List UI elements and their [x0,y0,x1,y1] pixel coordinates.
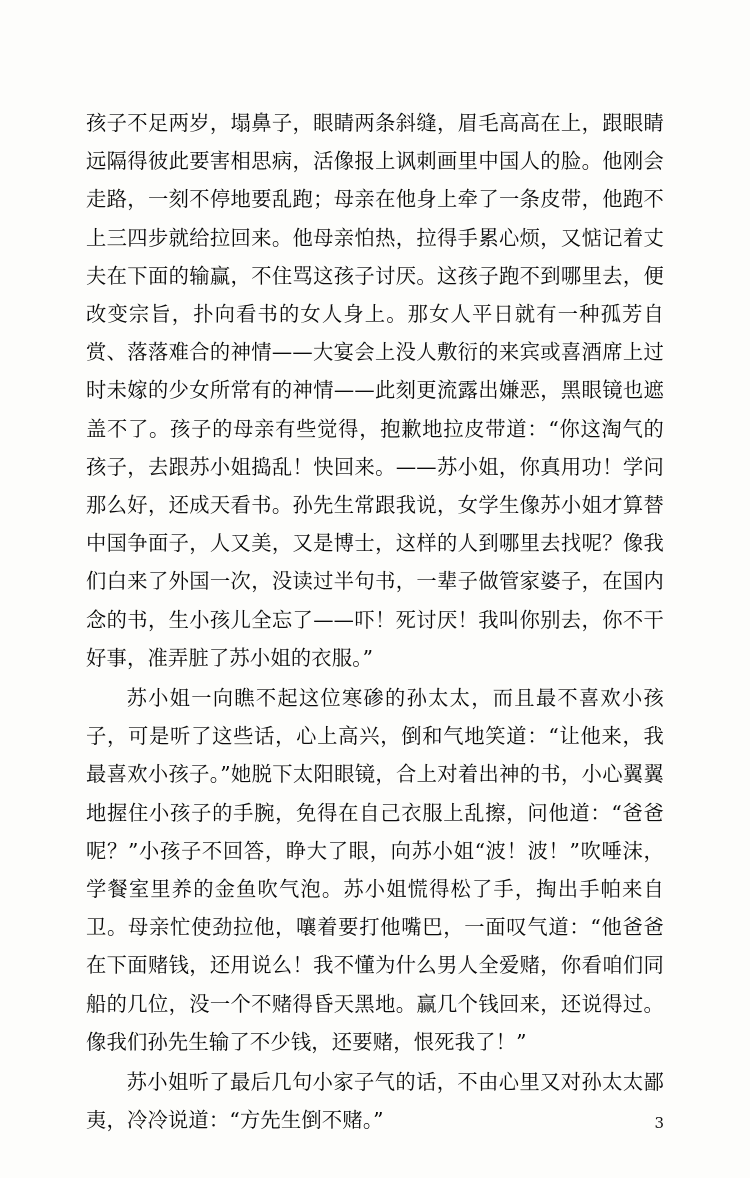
page-number: 3 [654,1114,664,1132]
body-text-column [86,104,664,1141]
paragraph-3: 苏小姐听了最后几句小家子气的话，不由心里又对孙太太鄙夷，冷冷说道：“方先生倒不赌。” [86,1070,664,1133]
paragraph-2: 苏小姐一向瞧不起这位寒碜的孙太太，而且最不喜欢小孩子，可是听了这些话，心上高兴，倒和气地笑道：“让他来，我最喜欢小孩子。”她脱下太阳眼镜，合上对着出神的书，小心翼翼地握住小孩子的手腕，免得在自己衣服上乱擦，问他道：“爸爸呢？”小孩子不回答，睁大了眼，向苏小姐“波！波！”吹唾沫，学餐室里养的金鱼吹气泡。苏小姐慌得松了手，掏出手帕来自卫。母亲忙使劲拉他，嚷着要打他嘴巴，一面叹气道：“他爸爸在下面赌钱，还用说么！我不懂为什么男人全爱赌，你看咱们同船的几位，没一个不赌得昏天黑地。赢几个钱回来，还说得过。像我们孙先生输了不少钱，还要赌，恨死我了！” [86,686,664,1054]
paragraph-1: 孩子不足两岁，塌鼻子，眼睛两条斜缝，眉毛高高在上，跟眼睛远隔得彼此要害相思病，活像报上讽刺画里中国人的脸。他刚会走路，一刻不停地要乱跑；母亲在他身上牵了一条皮带，他跑不上三四步就给拉回来。他母亲怕热，拉得手累心烦，又惦记着丈夫在下面的输赢，不住骂这孩子讨厌。这孩子跑不到哪里去，便改变宗旨，扑向看书的女人身上。那女人平日就有一种孤芳自赏、落落难合的神情——大宴会上没人敷衍的来宾或喜酒席上过时未嫁的少女所常有的神情——此刻更流露出嫌恶，黑眼镜也遮盖不了。孩子的母亲有些觉得，抱歉地拉皮带道：“你这淘气的孩子，去跟苏小姐捣乱！快回来。——苏小姐，你真用功！学问那么好，还成天看书。孙先生常跟我说，女学生像苏小姐才算替中国争面子，人又美，又是博士，这样的人到哪里去找呢？像我们白来了外国一次，没读过半句书，一辈子做管家婆子，在国内念的书，生小孩儿全忘了——吓！死讨厌！我叫你别去，你不干好事，准弄脏了苏小姐的衣服。” [86,111,664,670]
